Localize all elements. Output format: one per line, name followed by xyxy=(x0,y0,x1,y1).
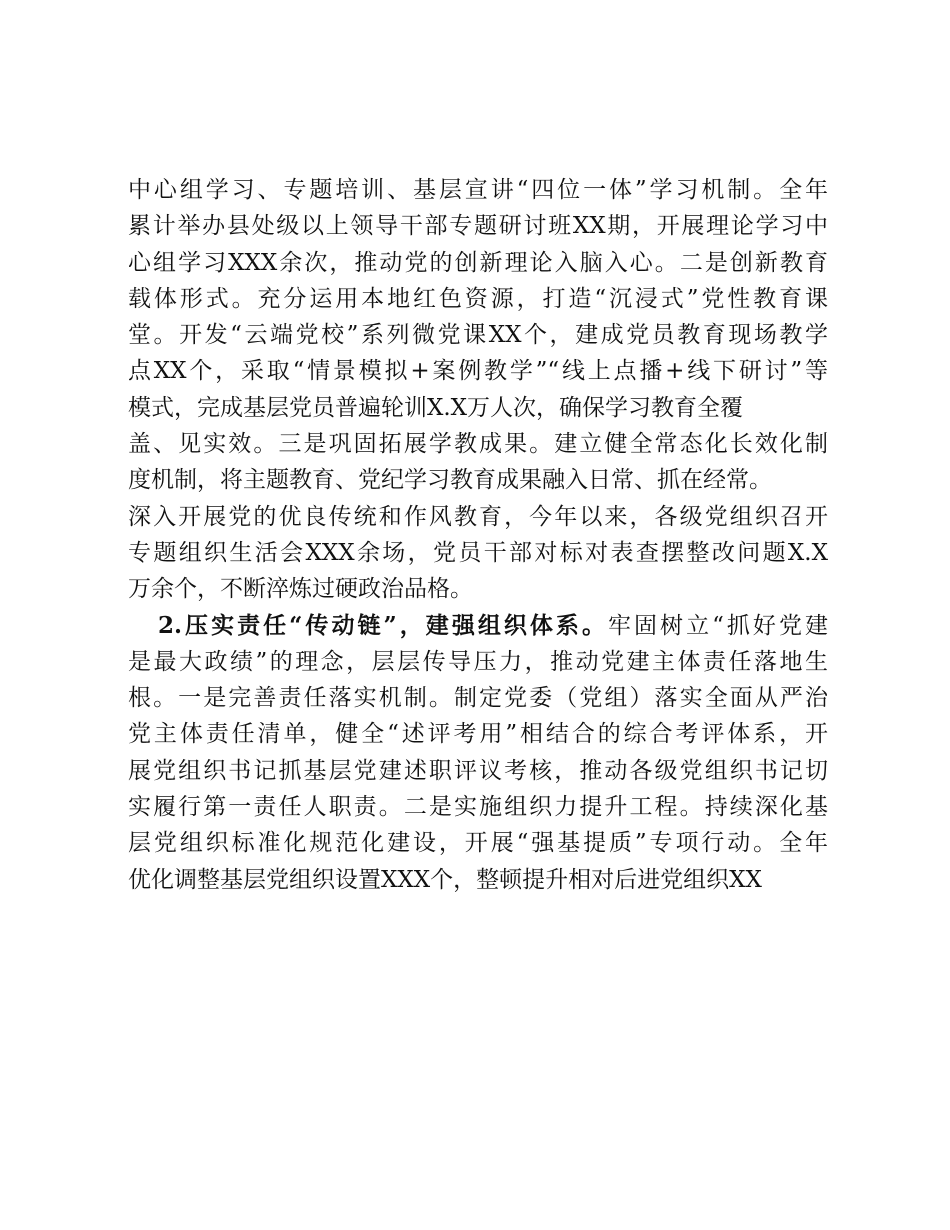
text-line: 度机制，将主题教育、党纪学习教育成果融入日常、抓在经常。 xyxy=(128,467,772,494)
body-text xyxy=(128,172,828,898)
section-heading: 2.压实责任“传动链”，建强组织体系。 xyxy=(158,611,608,639)
text-line: 累计举办县处级以上领导干部专题研讨班XX期，开展理论学习中 xyxy=(128,213,828,240)
text-line: 是最大政绩”的理念，层层传导压力，推动党建主体责任落地生 xyxy=(128,648,828,675)
text-line xyxy=(128,608,828,644)
text-line: 层党组织标准化规范化建设，开展“强基提质”专项行动。全年 xyxy=(128,830,828,857)
text-line: 党主体责任清单，健全“述评考用”相结合的综合考评体系，开 xyxy=(128,721,828,748)
text-line: 点XX个，采取“情景模拟+案例教学”“线上点播+线下研讨”等 xyxy=(128,358,828,385)
paragraph-1 xyxy=(128,172,828,608)
text-line: 展党组织书记抓基层党建述职评议考核，推动各级党组织书记切 xyxy=(128,757,828,784)
text-line: 优化调整基层党组织设置XXX个，整顿提升相对后进党组织XX xyxy=(128,866,762,893)
text-line: 模式，完成基层党员普遍轮训X.X万人次，确保学习教育全覆 xyxy=(128,394,744,421)
text-line: 深入开展党的优良传统和作风教育，今年以来，各级党组织召开 xyxy=(128,503,828,530)
text-line: 专题组织生活会XXX余场，党员干部对标对表查摆整改问题X.X xyxy=(128,539,828,566)
section-text: 牢固树立“抓好党建 xyxy=(608,612,828,639)
text-line: 心组学习XXX余次，推动党的创新理论入脑入心。二是创新教育 xyxy=(128,249,828,276)
text-line: 载体形式。充分运用本地红色资源，打造“沉浸式”党性教育课 xyxy=(128,285,828,312)
text-line: 实履行第一责任人职责。二是实施组织力提升工程。持续深化基 xyxy=(128,794,828,821)
text-line: 中心组学习、专题培训、基层宣讲“四位一体”学习机制。全年 xyxy=(128,177,828,203)
paragraph-2 xyxy=(128,608,828,898)
text-line: 万余个，不断淬炼过硬政治品格。 xyxy=(128,576,473,603)
text-line: 堂。开发“云端党校”系列微党课XX个，建成党员教育现场教学 xyxy=(128,322,828,349)
text-line: 盖、见实效。三是巩固拓展学教成果。建立健全常态化长效化制 xyxy=(128,431,828,458)
text-line: 根。一是完善责任落实机制。制定党委（党组）落实全面从严治 xyxy=(128,685,828,712)
